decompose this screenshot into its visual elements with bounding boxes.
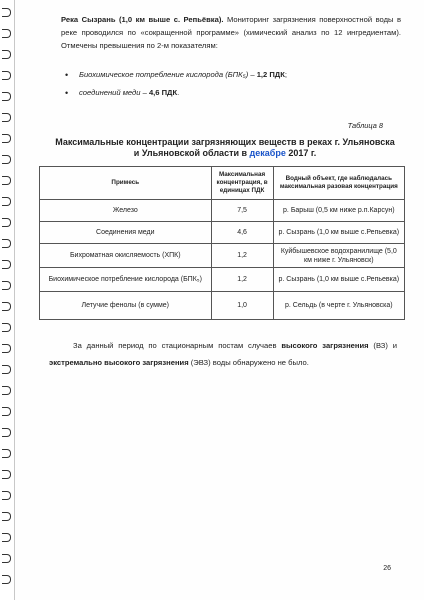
value-cell: 1,2	[211, 244, 273, 268]
bullet-icon: •	[65, 88, 69, 98]
binding-ring	[2, 323, 11, 332]
intro-paragraph	[61, 13, 401, 52]
binding-ring	[2, 155, 11, 164]
table-row	[40, 268, 405, 292]
location-cell: р. Барыш (0,5 км ниже р.п.Карсун)	[273, 200, 404, 222]
binding-ring	[2, 575, 11, 584]
binding-ring	[2, 554, 11, 563]
bullet-icon: •	[65, 70, 69, 80]
location-cell: р. Сельдь (в черте г. Ульяновска)	[273, 292, 404, 320]
binding-ring	[2, 344, 11, 353]
binding-ring	[2, 260, 11, 269]
value-cell: 1,2	[211, 268, 273, 292]
substance-cell: Соединения меди	[40, 222, 212, 244]
binding-ring	[2, 470, 11, 479]
binding-ring	[2, 50, 11, 59]
binding-ring	[2, 386, 11, 395]
binding-ring	[2, 29, 11, 38]
exceedance-list	[61, 66, 391, 102]
location-cell: р. Сызрань (1,0 км выше с.Репьевка)	[273, 268, 404, 292]
binding-ring	[2, 92, 11, 101]
month-highlight: декабре	[249, 148, 286, 158]
binding-ring	[2, 176, 11, 185]
document-page	[14, 0, 424, 600]
binding-ring	[2, 113, 11, 122]
table-row	[40, 200, 405, 222]
substance-cell: Железо	[40, 200, 212, 222]
table-title: Максимальные концентрации загрязняющих веществ в реках г. Ульяновска и Ульяновской области в декабре 2017 г.	[55, 137, 395, 158]
binding-ring	[2, 218, 11, 227]
spiral-binding	[0, 0, 14, 600]
binding-ring	[2, 365, 11, 374]
binding-ring	[2, 134, 11, 143]
value-cell: 1,0	[211, 292, 273, 320]
river-heading: Река Сызрань (1,0 км выше с. Репьёвка).	[61, 15, 224, 24]
binding-ring	[2, 533, 11, 542]
conclusion-paragraph: За данный период по стационарным постам случаев высокого загрязнения (ВЗ) и экстремально высокого загрязнения (ЭВЗ) воды обнаружено не было.	[49, 341, 397, 367]
table-header-row	[40, 167, 405, 200]
table-row	[40, 292, 405, 320]
location-cell: Куйбышевское водохранилище (5,0 км ниже г. Ульяновск)	[273, 244, 404, 268]
column-header-substance: Примесь	[40, 167, 212, 200]
value-cell: 7,5	[211, 200, 273, 222]
binding-ring	[2, 239, 11, 248]
table-label: Таблица 8	[347, 121, 383, 130]
binding-ring	[2, 281, 11, 290]
binding-ring	[2, 428, 11, 437]
binding-ring	[2, 302, 11, 311]
table-row	[40, 222, 405, 244]
binding-ring	[2, 512, 11, 521]
binding-ring	[2, 71, 11, 80]
table-row	[40, 244, 405, 268]
binding-ring	[2, 197, 11, 206]
substance-cell: Летучие фенолы (в сумме)	[40, 292, 212, 320]
binding-ring	[2, 8, 11, 17]
location-cell: р. Сызрань (1,0 км выше с.Репьевка)	[273, 222, 404, 244]
page-number: 26	[383, 565, 391, 572]
substance-cell: Биохимическое потребление кислорода (БПК₅)	[40, 268, 212, 292]
value-cell: 4,6	[211, 222, 273, 244]
binding-ring	[2, 449, 11, 458]
pollutants-table	[39, 166, 405, 320]
list-item: • соединений меди – 4,6 ПДК.	[61, 84, 391, 102]
binding-ring	[2, 407, 11, 416]
intro-text: Мониторинг загрязнения поверхностной воды в реке проводился по «сокращенной программе» (химический анализ по 12 ингредиентам). Отмечены превышения по 2-м показателям:	[61, 15, 401, 50]
binding-ring	[2, 491, 11, 500]
column-header-concentration: Максимальная концентрация, в единицах ПДК	[211, 167, 273, 200]
substance-cell: Бихроматная окисляемость (ХПК)	[40, 244, 212, 268]
list-item: • Биохимическое потребление кислорода (БПК₅) – 1,2 ПДК;	[61, 66, 391, 84]
column-header-location: Водный объект, где наблюдалась максимальная разовая концентрация	[273, 167, 404, 200]
